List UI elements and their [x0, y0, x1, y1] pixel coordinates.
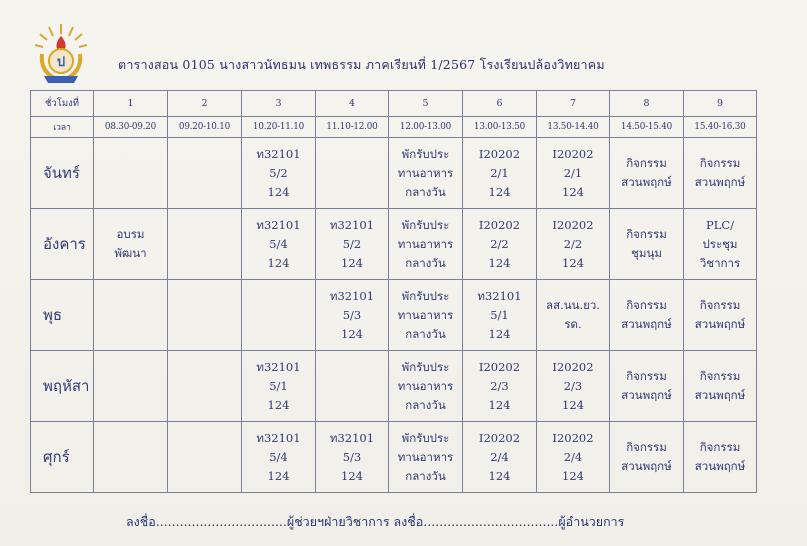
period-time: 13.00-13.50	[463, 117, 537, 138]
period-header-row	[31, 91, 757, 117]
schedule-cell-text: พักรับประ ทานอาหาร กลางวัน	[397, 430, 454, 483]
period-time: 10.20-11.10	[242, 117, 316, 138]
schedule-cell-text: อบรม พัฒนา	[114, 227, 147, 260]
schedule-cell-text: ท32101 5/1 124	[256, 359, 301, 412]
schedule-cell	[463, 280, 537, 351]
period-time: 13.50-14.40	[537, 117, 610, 138]
schedule-cell-text: พักรับประ ทานอาหาร กลางวัน	[397, 288, 454, 341]
schedule-cell-text: ท32101 5/3 124	[329, 430, 375, 483]
schedule-cell	[389, 209, 463, 280]
period-number: 6	[463, 91, 537, 117]
schedule-cell	[684, 209, 757, 280]
period-time: 11.10-12.00	[316, 117, 389, 138]
schedule-cell	[684, 280, 757, 351]
schedule-cell	[316, 138, 389, 209]
schedule-cell-text: ลส.นน.ยว. รด.	[546, 298, 600, 331]
schedule-cell	[463, 138, 537, 209]
schedule-cell	[242, 351, 316, 422]
schedule-cell	[242, 422, 316, 493]
day-row	[31, 280, 757, 351]
schedule-cell-text: กิจกรรม สวนพฤกษ์	[694, 298, 746, 331]
day-label: พฤหัสา	[31, 351, 94, 422]
period-number: 2	[168, 91, 242, 117]
period-number: 4	[316, 91, 389, 117]
day-label: ศุกร์	[31, 422, 94, 493]
day-label: อังคาร	[31, 209, 94, 280]
period-time: 12.00-13.00	[389, 117, 463, 138]
schedule-cell-text: กิจกรรม สวนพฤกษ์	[621, 369, 672, 402]
schedule-cell	[389, 351, 463, 422]
schedule-cell-text: ท32101 5/4 124	[256, 217, 301, 270]
schedule-cell-text: กิจกรรม สวนพฤกษ์	[694, 369, 746, 402]
schedule-cell-text: PLC/ ประชุม วิชาการ	[699, 217, 741, 270]
schedule-cell	[94, 351, 168, 422]
schedule-cell-text: I20202 2/2 124	[552, 217, 594, 270]
schedule-cell	[610, 351, 684, 422]
schedule-cell-text: ท32101 5/2 124	[256, 146, 301, 199]
schedule-cell	[537, 422, 610, 493]
svg-text:ป: ป	[56, 55, 66, 70]
period-number: 7	[537, 91, 610, 117]
schedule-cell-text: กิจกรรม สวนพฤกษ์	[694, 156, 746, 189]
schedule-cell-text: ท32101 5/1 124	[477, 288, 522, 341]
time-label: เวลา	[31, 117, 94, 138]
period-number: 9	[684, 91, 757, 117]
period-label: ชั่วโมงที่	[31, 91, 94, 117]
period-number: 1	[94, 91, 168, 117]
schedule-cell	[168, 422, 242, 493]
schedule-cell	[242, 138, 316, 209]
schedule-cell	[242, 209, 316, 280]
schedule-cell-text: กิจกรรม สวนพฤกษ์	[621, 440, 672, 473]
schedule-cell	[610, 280, 684, 351]
schedule-cell-text: I20202 2/1 124	[478, 146, 521, 199]
schedule-cell	[168, 351, 242, 422]
page-title: ตารางสอน 0105 นางสาวนัทธมน เทพธรรม ภาคเรียนที่ 1/2567 โรงเรียนปล้องวิทยาคม	[118, 57, 605, 72]
day-label: จันทร์	[31, 138, 94, 209]
period-number: 3	[242, 91, 316, 117]
schedule-cell	[316, 209, 389, 280]
schedule-cell	[684, 422, 757, 493]
day-row	[31, 422, 757, 493]
school-emblem-icon	[30, 20, 92, 86]
schedule-cell-text: พักรับประ ทานอาหาร กลางวัน	[397, 146, 454, 199]
schedule-cell	[316, 422, 389, 493]
day-row	[31, 351, 757, 422]
schedule-cell	[684, 138, 757, 209]
schedule-cell	[316, 280, 389, 351]
schedule-cell	[168, 138, 242, 209]
schedule-cell	[537, 351, 610, 422]
schedule-cell-text: I20202 2/1 124	[552, 146, 594, 199]
schedule-cell	[463, 351, 537, 422]
schedule-cell-text: I20202 2/3 124	[478, 359, 521, 412]
schedule-cell	[610, 209, 684, 280]
schedule-cell	[463, 209, 537, 280]
schedule-cell-text: กิจกรรม สวนพฤกษ์	[621, 156, 672, 189]
day-label: พุธ	[31, 280, 94, 351]
schedule-cell	[610, 138, 684, 209]
schedule-cell	[537, 209, 610, 280]
schedule-cell	[242, 280, 316, 351]
schedule-cell-text: I20202 2/4 124	[478, 430, 521, 483]
schedule-cell-text: กิจกรรม สวนพฤกษ์	[694, 440, 746, 473]
schedule-cell	[168, 209, 242, 280]
timetable	[30, 90, 757, 493]
schedule-cell-text: กิจกรรม ชุมนุม	[626, 227, 667, 260]
schedule-cell	[168, 280, 242, 351]
schedule-cell-text: พักรับประ ทานอาหาร กลางวัน	[397, 217, 454, 270]
schedule-cell-text: ท32101 5/3 124	[329, 288, 375, 341]
schedule-cell	[463, 422, 537, 493]
signature-line: ลงชื่อ.................................ผู้ช่วยฯฝ่ายวิชาการ ลงชื่อ..................................ผู้อำนวยการ	[126, 514, 625, 529]
schedule-cell-text: พักรับประ ทานอาหาร กลางวัน	[397, 359, 454, 412]
schedule-cell	[316, 351, 389, 422]
schedule-cell	[94, 422, 168, 493]
schedule-cell	[389, 422, 463, 493]
period-time: 08.30-09.20	[94, 117, 168, 138]
schedule-cell-text: ท32101 5/4 124	[256, 430, 301, 483]
time-header-row	[31, 117, 757, 138]
schedule-cell	[389, 280, 463, 351]
period-time: 14.50-15.40	[610, 117, 684, 138]
schedule-cell-text: I20202 2/4 124	[552, 430, 594, 483]
day-row	[31, 209, 757, 280]
schedule-cell-text: กิจกรรม สวนพฤกษ์	[621, 298, 672, 331]
schedule-cell	[610, 422, 684, 493]
schedule-cell-text: I20202 2/3 124	[552, 359, 594, 412]
schedule-cell	[94, 280, 168, 351]
day-row	[31, 138, 757, 209]
period-time: 09.20-10.10	[168, 117, 242, 138]
schedule-cell	[94, 209, 168, 280]
period-number: 5	[389, 91, 463, 117]
schedule-cell	[94, 138, 168, 209]
period-time: 15.40-16.30	[684, 117, 757, 138]
schedule-cell-text: I20202 2/2 124	[478, 217, 521, 270]
schedule-cell	[537, 138, 610, 209]
schedule-cell-text: ท32101 5/2 124	[329, 217, 375, 270]
schedule-cell	[389, 138, 463, 209]
schedule-cell	[537, 280, 610, 351]
period-number: 8	[610, 91, 684, 117]
schedule-cell	[684, 351, 757, 422]
